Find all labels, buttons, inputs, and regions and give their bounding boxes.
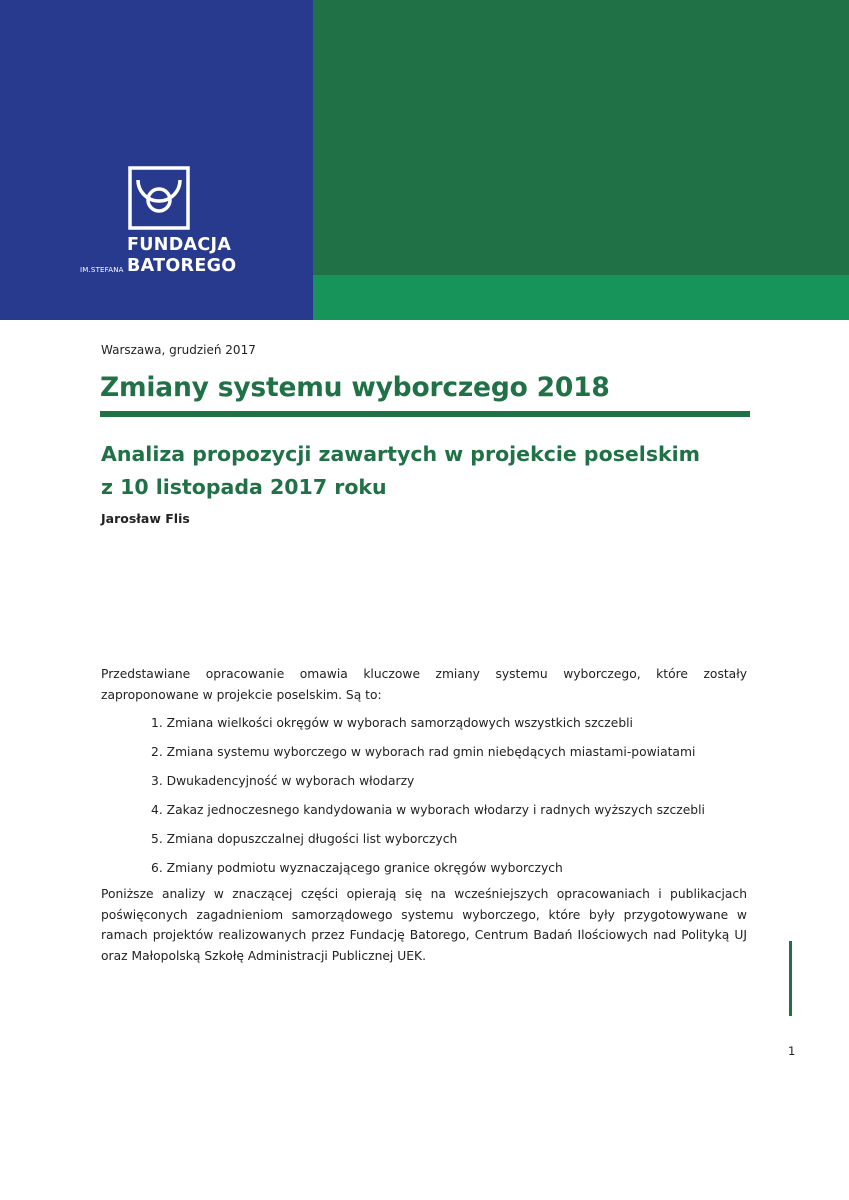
list-item: 2. Zmiana systemu wyborczego w wyborach rad gmin niebędących miastami-powiatami xyxy=(151,745,696,759)
intro-paragraph: Przedstawiane opracowanie omawia kluczowe zmiany systemu wyborczego, które zostały zaproponowane w projekcie poselskim. Są to: xyxy=(101,667,747,702)
document-subtitle xyxy=(101,438,741,504)
page-number: 1 xyxy=(788,1044,796,1058)
logo-text-im-stefana: IM.STEFANA xyxy=(80,266,124,274)
list-item: 6. Zmiany podmiotu wyznaczającego granice okręgów wyborczych xyxy=(151,861,563,875)
list-item: 5. Zmiana dopuszczalnej długości list wyborczych xyxy=(151,832,458,846)
logo-text-fundacja: FUNDACJA xyxy=(127,235,232,255)
logo-text-batorego: BATOREGO xyxy=(127,256,237,276)
list-item: 1. Zmiana wielkości okręgów w wyborach samorządowych wszystkich szczebli xyxy=(151,716,633,730)
list-item: 3. Dwukadencyjność w wyborach włodarzy xyxy=(151,774,415,788)
title-underline xyxy=(100,411,750,417)
outro-paragraph: Poniższe analizy w znaczącej części opierają się na wcześniejszych opracowaniach i publikacjach poświęconych zagadnieniom samorządowego systemu wyborczego, które były przygotowywane w ramach projektów realizowanych przez Fundację Batorego, Centrum Badań Ilościowych nad Polityką UJ oraz Małopolską Szkołę Administracji Publicznej UEK. xyxy=(101,887,747,963)
subtitle-line-2: z 10 listopada 2017 roku xyxy=(101,475,387,499)
header-band-green xyxy=(313,0,849,275)
header-band-green-light xyxy=(313,275,849,320)
margin-accent-bar xyxy=(789,941,792,1016)
list-item: 4. Zakaz jednoczesnego kandydowania w wyborach włodarzy i radnych wyższych szczebli xyxy=(151,803,705,817)
subtitle-line-1: Analiza propozycji zawartych w projekcie poselskim xyxy=(101,442,701,466)
place-date: Warszawa, grudzień 2017 xyxy=(101,343,256,357)
document-title: Zmiany systemu wyborczego 2018 xyxy=(100,372,610,403)
fundacja-batorego-logo-icon xyxy=(128,166,190,230)
changes-list xyxy=(151,713,705,887)
author-name: Jarosław Flis xyxy=(101,511,190,526)
